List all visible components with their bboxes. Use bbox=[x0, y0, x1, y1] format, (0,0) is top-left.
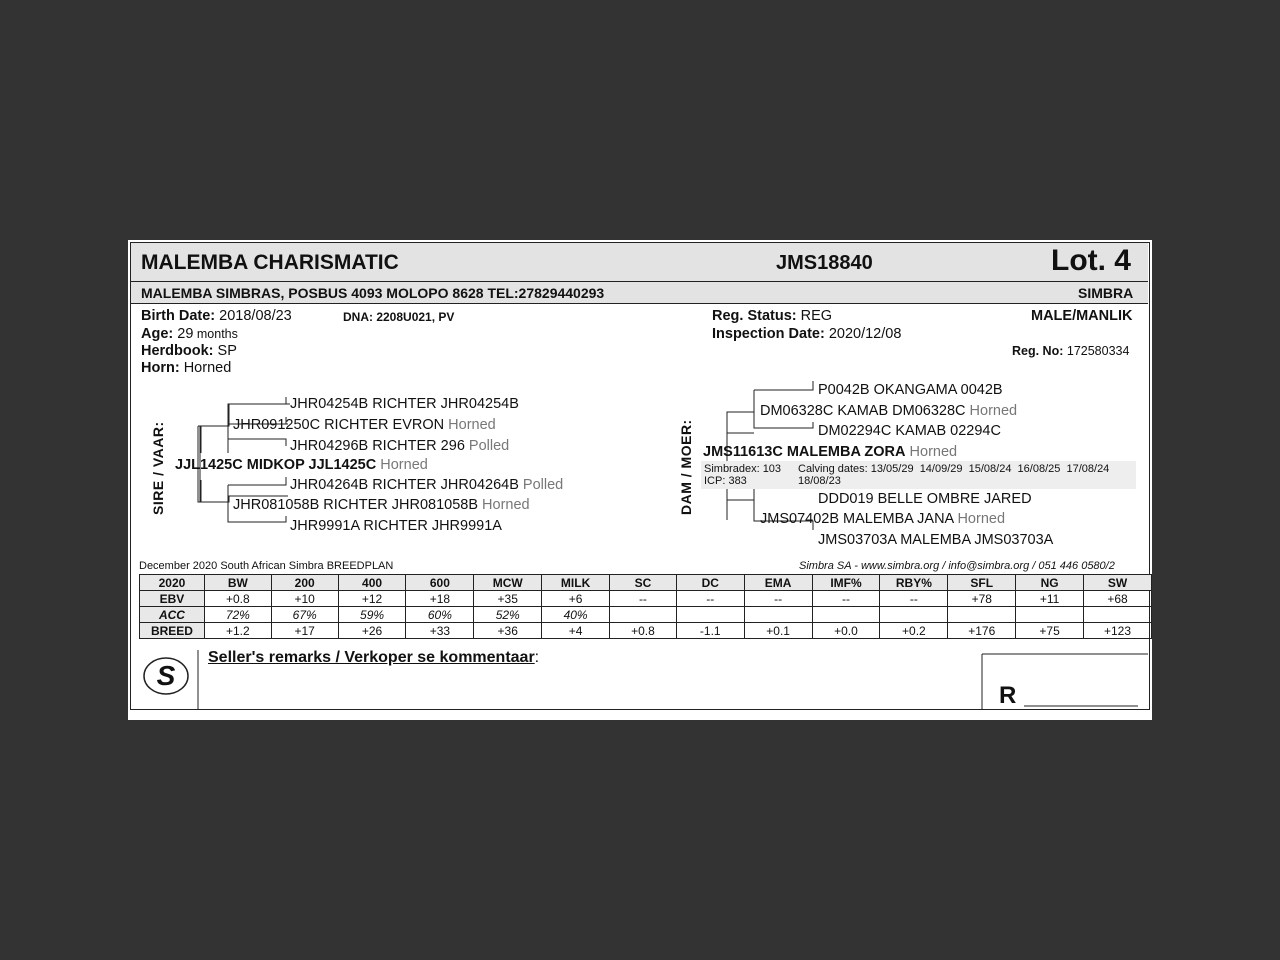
reg-status-value: REG bbox=[796, 308, 833, 324]
breedplan-col-header: 200 bbox=[271, 575, 338, 591]
breedplan-col-header: 2020 bbox=[140, 575, 205, 591]
reg-number-label: Reg. No: bbox=[1012, 344, 1064, 358]
birth-date-value: 2018/08/23 bbox=[215, 308, 292, 324]
registration-id: JMS18840 bbox=[776, 252, 873, 274]
owner-line: MALEMBA SIMBRAS, POSBUS 4093 MOLOPO 8628 TEL:27829440293 bbox=[141, 285, 605, 301]
sire-sire-dam-name: JHR04296B RICHTER 296 bbox=[290, 438, 465, 454]
breedplan-cell: +78 bbox=[948, 591, 1016, 607]
breedplan-cell: 67% bbox=[271, 607, 338, 623]
breedplan-col-header: 600 bbox=[406, 575, 474, 591]
lot-card bbox=[128, 240, 1152, 720]
dam-status: Horned bbox=[905, 444, 958, 460]
breedplan-cell: +4 bbox=[542, 623, 610, 639]
breedplan-cell: 59% bbox=[338, 607, 406, 623]
breedplan-col-header: SW bbox=[1084, 575, 1152, 591]
dam-name: JMS11613C MALEMBA ZORA bbox=[703, 444, 906, 460]
sire-side-label: SIRE / VAAR: bbox=[150, 421, 166, 515]
herdbook-label: Herdbook: bbox=[141, 343, 214, 359]
simbradex: Simbradex: 103 bbox=[704, 463, 782, 475]
reg-status-label: Reg. Status: bbox=[712, 308, 797, 324]
breedplan-cell: +176 bbox=[948, 623, 1016, 639]
sire-dam-dam: JHR9991A RICHTER JHR9991A bbox=[290, 518, 502, 534]
breedplan-cell: +75 bbox=[1016, 623, 1084, 639]
remarks-lines bbox=[128, 240, 1152, 720]
breedplan-caption: December 2020 South African Simbra BREEDPLAN bbox=[139, 560, 394, 572]
herdbook-value: SP bbox=[213, 343, 237, 359]
breedplan-cell: -- bbox=[880, 591, 948, 607]
calving-dates: Calving dates: 13/05/29 14/09/29 15/08/24 16/08/25 17/08/24 bbox=[798, 463, 1110, 475]
icp: ICP: 383 bbox=[704, 475, 747, 487]
dam-dam-status: Horned bbox=[953, 511, 1006, 527]
simbra-logo-letter: S bbox=[156, 660, 176, 691]
dam-sire-dam: DM02294C KAMAB 02294C bbox=[818, 423, 1001, 439]
dam-sire-sire: P0042B OKANGAMA 0042B bbox=[818, 382, 1003, 398]
sire-dam-sire-status: Polled bbox=[518, 477, 564, 493]
breedplan-cell: +10 bbox=[271, 591, 338, 607]
breedplan-col-header: SFL bbox=[948, 575, 1016, 591]
breedplan-col-header: EMA bbox=[744, 575, 812, 591]
breedplan-cell: +0.8 bbox=[610, 623, 677, 639]
sire-dam-name: JHR081058B RICHTER JHR081058B bbox=[233, 497, 478, 513]
sire-name: JJL1425C MIDKOP JJL1425C bbox=[175, 457, 377, 473]
animal-name: MALEMBA CHARISMATIC bbox=[141, 251, 399, 274]
dam-sire-status: Horned bbox=[965, 403, 1018, 419]
breedplan-row-label: BREED bbox=[140, 623, 205, 639]
breedplan-cell: +36 bbox=[474, 623, 542, 639]
breedplan-cell: +68 bbox=[1084, 591, 1152, 607]
breedplan-col-header: 400 bbox=[338, 575, 406, 591]
breedplan-row-label: ACC bbox=[140, 607, 205, 623]
breedplan-col-header: SC bbox=[610, 575, 677, 591]
breed-name: SIMBRA bbox=[1078, 285, 1134, 301]
horn-label: Horn: bbox=[141, 360, 180, 376]
calving-dates-cont: 18/08/23 bbox=[798, 475, 841, 487]
sex: MALE/MANLIK bbox=[1031, 308, 1133, 324]
sire-dam-sire-name: JHR04264B RICHTER JHR04264B bbox=[290, 477, 519, 493]
breedplan-col-header: DC bbox=[676, 575, 744, 591]
age-unit: months bbox=[193, 327, 238, 341]
sire-sire-dam-status: Polled bbox=[464, 438, 510, 454]
sire-sire-sire: JHR04254B RICHTER JHR04254B bbox=[290, 396, 519, 412]
breedplan-col-header: NG bbox=[1016, 575, 1084, 591]
age-value: 29 bbox=[173, 326, 194, 342]
breedplan-col-header: BW bbox=[204, 575, 271, 591]
reg-number-value: 172580334 bbox=[1063, 344, 1130, 358]
breedplan-cell: +33 bbox=[406, 623, 474, 639]
dam-sire-name: DM06328C KAMAB DM06328C bbox=[760, 403, 966, 419]
breedplan-cell: 40% bbox=[542, 607, 610, 623]
breedplan-cell: -- bbox=[812, 591, 880, 607]
horn-value: Horned bbox=[179, 360, 232, 376]
sellers-remarks bbox=[208, 649, 539, 667]
breedplan-cell: +11 bbox=[1016, 591, 1084, 607]
age-label: Age: bbox=[141, 326, 174, 342]
dam-dam-dam: JMS03703A MALEMBA JMS03703A bbox=[818, 532, 1054, 548]
simbra-contact: Simbra SA - www.simbra.org / info@simbra.org / 051 446 0580/2 bbox=[799, 560, 1115, 572]
lot-number: Lot. 4 bbox=[1051, 244, 1131, 277]
breedplan-cell: +17 bbox=[271, 623, 338, 639]
price-prefix: R bbox=[999, 682, 1017, 709]
breedplan-cell: 72% bbox=[204, 607, 271, 623]
breedplan-cell: +0.0 bbox=[812, 623, 880, 639]
breedplan-cell: -1.1 bbox=[676, 623, 744, 639]
dam-dam-sire: DDD019 BELLE OMBRE JARED bbox=[818, 491, 1032, 507]
breedplan-cell: +0.1 bbox=[744, 623, 812, 639]
breedplan-cell: 52% bbox=[474, 607, 542, 623]
sire-status: Horned bbox=[376, 457, 428, 473]
breedplan-cell: +26 bbox=[338, 623, 406, 639]
sire-sire-status: Horned bbox=[444, 417, 496, 433]
dam-side-label: DAM / MOER: bbox=[678, 419, 694, 515]
breedplan-cell: +123 bbox=[1084, 623, 1152, 639]
birth-date-label: Birth Date: bbox=[141, 308, 216, 324]
breedplan-col-header: MILK bbox=[542, 575, 610, 591]
sire-dam-status: Horned bbox=[478, 497, 530, 513]
breedplan-cell: -- bbox=[676, 591, 744, 607]
inspection-date-label: Inspection Date: bbox=[712, 326, 825, 342]
breedplan-row-label: EBV bbox=[140, 591, 205, 607]
breedplan-cell: +12 bbox=[338, 591, 406, 607]
sire-sire-name: JHR091250C RICHTER EVRON bbox=[233, 417, 445, 433]
sellers-remarks-label: Seller's remarks / Verkoper se kommentaar bbox=[208, 649, 535, 666]
dam-dam-name: JMS07402B MALEMBA JANA bbox=[760, 511, 954, 527]
breedplan-cell: 60% bbox=[406, 607, 474, 623]
simbra-logo bbox=[141, 654, 191, 698]
breedplan-cell: -- bbox=[744, 591, 812, 607]
dna-info: DNA: 2208U021, PV bbox=[343, 310, 455, 324]
breedplan-col-header: IMF% bbox=[812, 575, 880, 591]
breedplan-cell: +35 bbox=[474, 591, 542, 607]
breedplan-col-header: MCW bbox=[474, 575, 542, 591]
breedplan-cell: +1.2 bbox=[204, 623, 271, 639]
breedplan-cell: +6 bbox=[542, 591, 610, 607]
sellers-remarks-colon: : bbox=[534, 649, 540, 666]
inspection-date-value: 2020/12/08 bbox=[824, 326, 902, 342]
breedplan-cell: +0.2 bbox=[880, 623, 948, 639]
breedplan-col-header: RBY% bbox=[880, 575, 948, 591]
breedplan-cell: +0.8 bbox=[204, 591, 271, 607]
breedplan-cell: -- bbox=[610, 591, 677, 607]
breedplan-cell: +18 bbox=[406, 591, 474, 607]
